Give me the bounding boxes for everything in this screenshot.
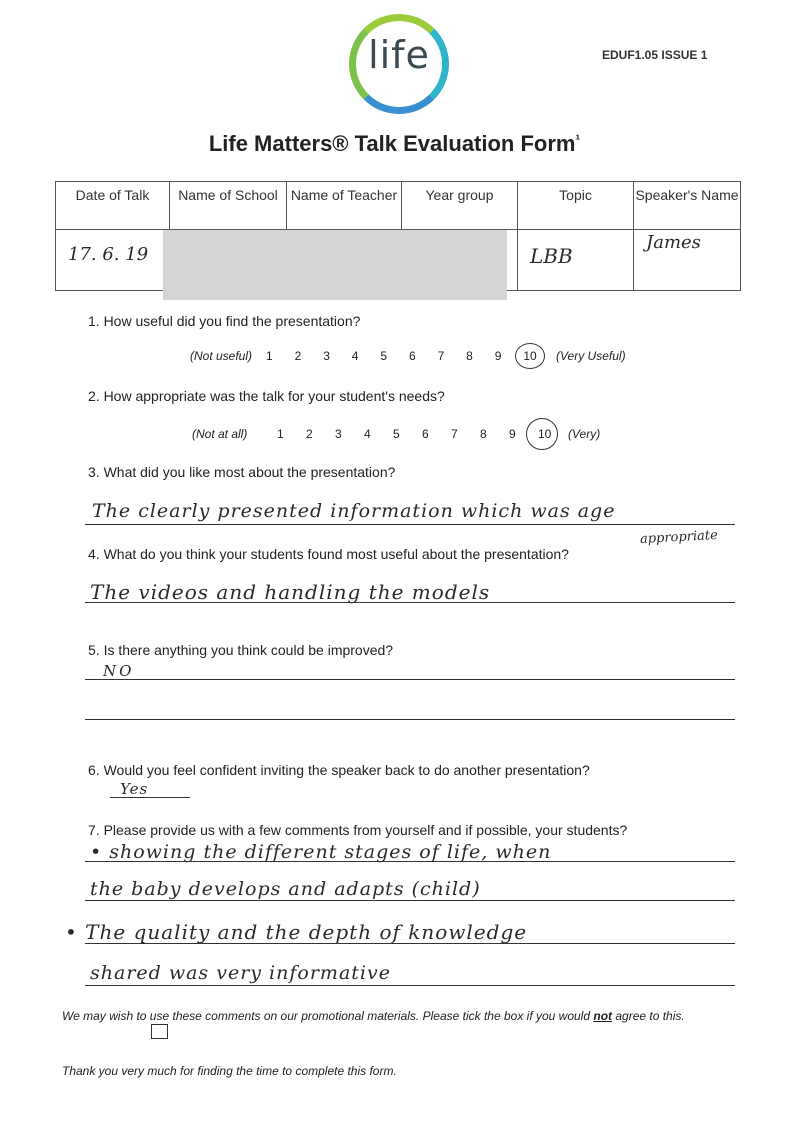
question-7-answer-line-4: [85, 985, 735, 986]
question-5-answer-line-2: [85, 719, 735, 720]
note-text-end: agree to this.: [612, 1009, 685, 1023]
question-7-answer-line-1: [85, 861, 735, 862]
question-2-scale[interactable]: [277, 427, 560, 441]
do-not-agree-checkbox[interactable]: [151, 1024, 168, 1039]
question-7-answer-line-3-text[interactable]: • The quality and the depth of knowledge: [65, 920, 528, 944]
document-reference-code: EDUF1.05 ISSUE 1: [602, 48, 708, 62]
question-7-answer-line-4-text[interactable]: shared was very informative: [90, 962, 391, 984]
redaction-box: [163, 230, 507, 300]
question-7-answer-line-1-text[interactable]: • showing the different stages of life, when: [90, 841, 552, 863]
header-year-group: Year group: [402, 182, 518, 230]
question-3-answer[interactable]: The clearly presented information which was age: [92, 500, 616, 522]
q2-option-2[interactable]: 2: [306, 427, 313, 441]
q1-selected-circle: [515, 343, 545, 369]
question-1-high-label: (Very Useful): [556, 349, 626, 363]
header-topic: Topic: [518, 182, 634, 230]
topic-value: LBB: [530, 244, 573, 268]
q1-option-3[interactable]: 3: [323, 349, 330, 363]
page-title: [0, 131, 789, 157]
question-2-low-label: (Not at all): [192, 427, 248, 441]
q2-selected-circle: [526, 418, 558, 450]
question-4-label: 4. What do you think your students found most useful about the presentation?: [88, 546, 569, 562]
promotional-consent-note: [62, 1008, 742, 1025]
question-2-label: 2. How appropriate was the talk for your student's needs?: [88, 388, 445, 404]
header-name-of-teacher: Name of Teacher: [287, 182, 402, 230]
q2-option-6[interactable]: 6: [422, 427, 429, 441]
cell-speaker[interactable]: [634, 230, 741, 291]
question-7-label: 7. Please provide us with a few comments from yourself and if possible, your students?: [88, 822, 628, 838]
title-mark: ¹: [575, 131, 581, 147]
q2-option-9[interactable]: 9: [509, 427, 516, 441]
q1-option-8[interactable]: 8: [466, 349, 473, 363]
q2-option-4[interactable]: 4: [364, 427, 371, 441]
question-7-answer-line-2: [85, 900, 735, 901]
question-2-high-label: (Very): [568, 427, 601, 441]
note-text-start: We may wish to use these comments on our promotional materials. Please tick the box if you would: [62, 1009, 594, 1023]
question-7-answer-line-2-text[interactable]: the baby develops and adapts (child): [90, 878, 481, 900]
question-5-answer-line-1: [85, 679, 735, 680]
question-7-answer-line-3: [85, 943, 735, 944]
question-6-label: 6. Would you feel confident inviting the speaker back to do another presentation?: [88, 762, 590, 778]
q2-option-10[interactable]: 10: [538, 427, 552, 441]
header-name-of-school: Name of School: [170, 182, 287, 230]
speaker-value: James: [646, 232, 701, 253]
q2-option-1[interactable]: 1: [277, 427, 284, 441]
question-4-answer[interactable]: The videos and handling the models: [90, 580, 491, 604]
question-1-scale[interactable]: [266, 349, 545, 363]
note-emphasis: not: [593, 1009, 613, 1023]
question-4-answer-line: [85, 602, 735, 603]
question-5-label: 5. Is there anything you think could be improved?: [88, 642, 394, 658]
cell-topic[interactable]: [518, 230, 634, 291]
q2-option-3[interactable]: 3: [335, 427, 342, 441]
question-3-label: 3. What did you like most about the presentation?: [88, 464, 396, 480]
thank-you-note: Thank you very much for finding the time to complete this form.: [62, 1064, 397, 1078]
question-1-low-label: (Not useful): [190, 349, 253, 363]
q1-option-7[interactable]: 7: [437, 349, 445, 363]
life-logo-text: life: [368, 33, 430, 77]
q2-option-7[interactable]: 7: [451, 427, 458, 441]
date-value: 17. 6. 19: [68, 244, 149, 265]
table-header-row: [56, 182, 741, 230]
q2-option-8[interactable]: 8: [480, 427, 487, 441]
q1-option-2[interactable]: 2: [294, 349, 302, 363]
question-1-label: 1. How useful did you find the presentation?: [88, 313, 361, 329]
q1-option-5[interactable]: 5: [380, 349, 388, 363]
q1-option-9[interactable]: 9: [494, 349, 502, 363]
header-speakers-name: Speaker's Name: [634, 182, 741, 230]
question-6-answer-line: [110, 797, 190, 798]
question-6-answer[interactable]: Yes: [120, 780, 149, 798]
question-3-answer-continued: appropriate: [639, 527, 719, 548]
q1-option-4[interactable]: 4: [351, 349, 359, 363]
q1-option-10[interactable]: 10: [523, 349, 537, 363]
q1-option-1[interactable]: 1: [266, 349, 273, 363]
title-text: Life Matters® Talk Evaluation Form: [208, 131, 576, 156]
header-date-of-talk: Date of Talk: [56, 182, 170, 230]
q2-option-5[interactable]: 5: [393, 427, 400, 441]
q1-option-6[interactable]: 6: [408, 349, 416, 363]
question-3-answer-line: [85, 524, 735, 525]
cell-date[interactable]: [56, 230, 170, 291]
question-5-answer[interactable]: NO: [103, 662, 135, 680]
